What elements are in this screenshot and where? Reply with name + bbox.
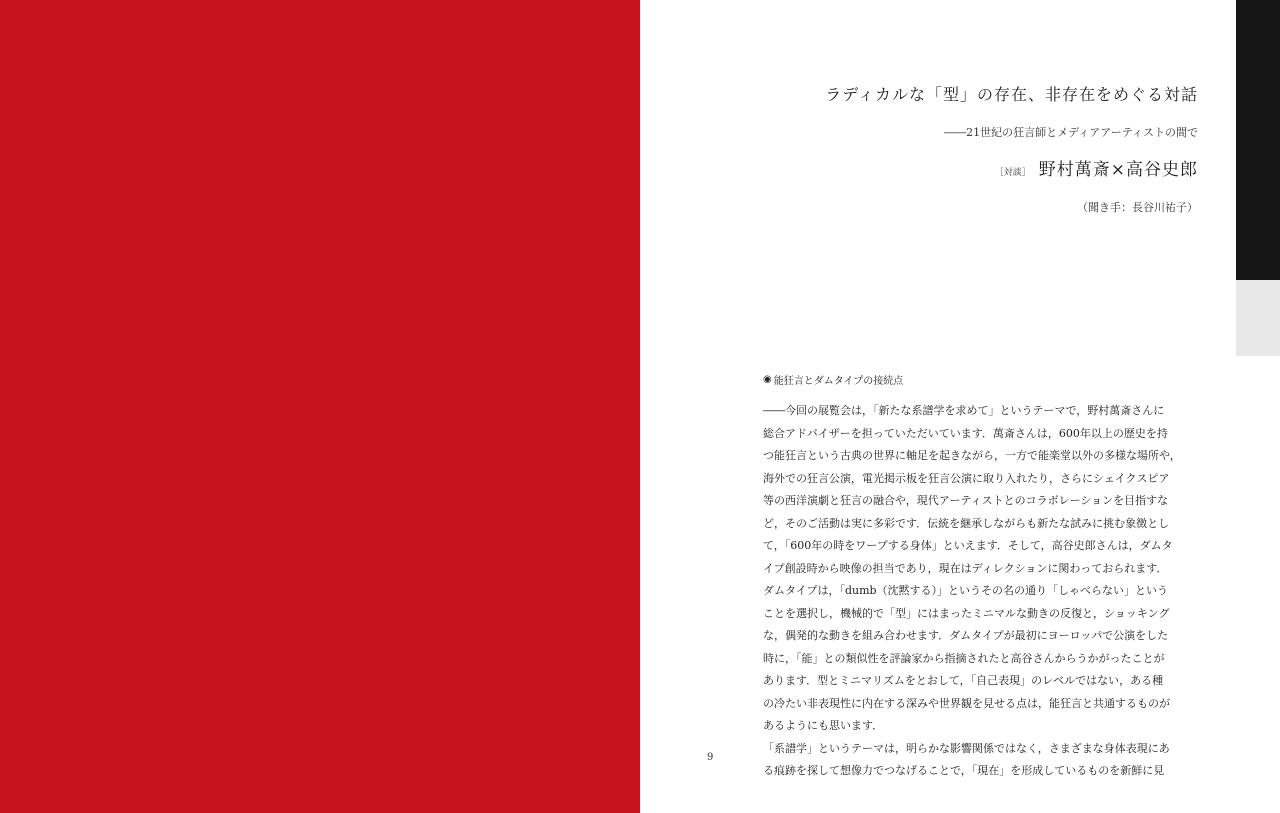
page-number: 9 [707, 752, 714, 763]
body-line: 「系譜学」というテーマは，明らかな影響関係ではなく，さまざまな身体表現にあ [763, 741, 1170, 755]
body-line: て，「600年の時をワープする身体」といえます．そして，高谷史郎さんは，ダムタ [763, 539, 1173, 552]
body-line: あります．型とミニマリズムをとおして，「自己表現」のレベルではない，ある種 [763, 674, 1164, 687]
body-line: の冷たい非表現性に内在する深みや世界観を見せる点は，能狂言と共通するものが [763, 696, 1170, 710]
body-line: る痕跡を探して想像力でつなげることで，「現在」を形成しているものを新鮮に見 [763, 764, 1165, 777]
dialogue-tag: ［対談］ [994, 168, 1031, 178]
body-line: ことを選択し，機械的で「型」にはまったミニマルな動きの反復と，ショッキング [763, 606, 1170, 620]
body-line: ど，そのご活動は実に多彩です．伝統を継承しながらも新たな試みに挑む象徴とし [763, 516, 1170, 530]
body-line: 時に，「能」との類似性を評論家から指摘されたと高谷さんからうかがったことが [763, 651, 1165, 665]
article-title: ラディカルな「型」の存在、非存在をめぐる対話 [825, 85, 1198, 104]
body-text [763, 400, 1203, 783]
dialogue-participants [995, 155, 1198, 180]
section-heading [763, 372, 903, 387]
body-line: 海外での狂言公演，電光掲示板を狂言公演に取り入れたり，さらにシェイクスピア [763, 471, 1170, 485]
body-line: ――今回の展覧会は，「新たな系譜学を求めて」というテーマで，野村萬斎さんに [763, 404, 1165, 417]
page-edge-tab-dark [1236, 0, 1280, 280]
body-line: 総合アドバイザーを担っていただいています．萬斎さんは，600年以上の歴史を持 [763, 426, 1168, 440]
dialogue-names: 野村萬斎×高谷史郎 [1038, 160, 1198, 180]
body-line: ダムタイプは，「dumb（沈黙する）」というその名の通り「しゃべらない」という [763, 584, 1169, 597]
bullet-icon: ◉ [763, 374, 772, 385]
article-subtitle: ――21世紀の狂言師とメディアアーティストの間で [944, 126, 1198, 139]
section-heading-text: 能狂言とダムタイプの接続点 [773, 376, 904, 387]
page-edge-tab-light [1236, 280, 1280, 356]
body-line: 等の西洋演劇と狂言の融合や，現代アーティストとのコラボレーションを目指すな [763, 494, 1169, 507]
body-line: あるようにも思います． [763, 719, 884, 732]
interviewer-credit: （聞き手：長谷川祐子） [1077, 201, 1198, 214]
body-line: イプ創設時から映像の担当であり，現在はディレクションに関わっておられます． [763, 561, 1168, 575]
body-line: つ能狂言という古典の世界に軸足を起きながら，一方で能楽堂以外の多様な場所や， [763, 449, 1181, 462]
body-line: な，偶発的な動きを組み合わせます．ダムタイプが最初にヨーロッパで公演をした [763, 629, 1169, 642]
